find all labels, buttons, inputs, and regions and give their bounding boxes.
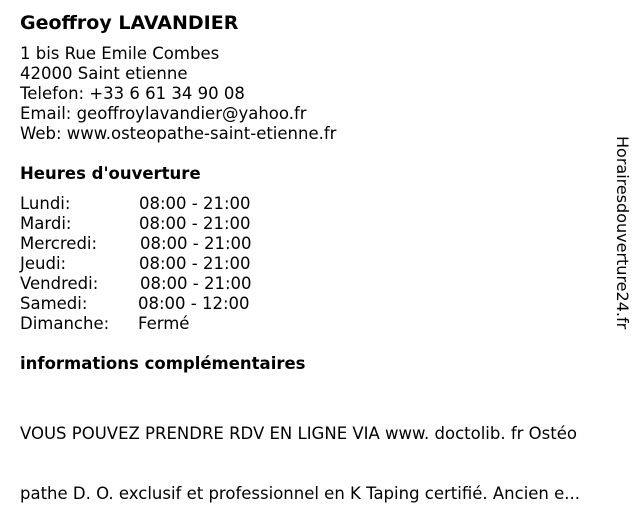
hours-time: 08:00 - 21:00 [140, 274, 252, 293]
additional-info-line: VOUS POUVEZ PRENDRE RDV EN LIGNE VIA www. doctolib. fr Ostéo [20, 424, 577, 443]
additional-info-heading: informations complémentaires [20, 354, 306, 373]
website-line: Web: www.osteopathe-saint-etienne.fr [20, 124, 337, 143]
hours-time: Fermé [138, 314, 190, 333]
hours-time: 08:00 - 21:00 [140, 234, 252, 253]
phone-line: Telefon: +33 6 61 34 90 08 [20, 84, 245, 103]
hours-time: 08:00 - 21:00 [139, 254, 251, 273]
site-watermark: Horairesdouverture24.fr [613, 136, 632, 330]
additional-info-line: pathe D. O. exclusif et professionnel en K Taping certifié. Ancien e... [20, 484, 581, 503]
hours-day: Vendredi: [20, 274, 99, 293]
hours-day: Samedi: [20, 294, 88, 313]
address-street: 1 bis Rue Emile Combes [20, 44, 220, 63]
hours-day: Mercredi: [20, 234, 98, 253]
email-line: Email: geoffroylavandier@yahoo.fr [20, 104, 307, 123]
hours-day: Jeudi: [20, 254, 67, 273]
additional-info-text [20, 384, 620, 524]
hours-time: 08:00 - 21:00 [139, 214, 251, 233]
address-city: 42000 Saint etienne [20, 64, 188, 83]
hours-time: 08:00 - 21:00 [139, 194, 251, 213]
hours-day: Lundi: [20, 194, 71, 213]
contact-block [20, 44, 336, 144]
hours-day: Mardi: [20, 214, 72, 233]
hours-time: 08:00 - 12:00 [138, 294, 250, 313]
opening-hours-heading: Heures d'ouverture [20, 164, 201, 183]
business-name: Geoffroy LAVANDIER [20, 12, 239, 34]
hours-day: Dimanche: [20, 314, 110, 333]
